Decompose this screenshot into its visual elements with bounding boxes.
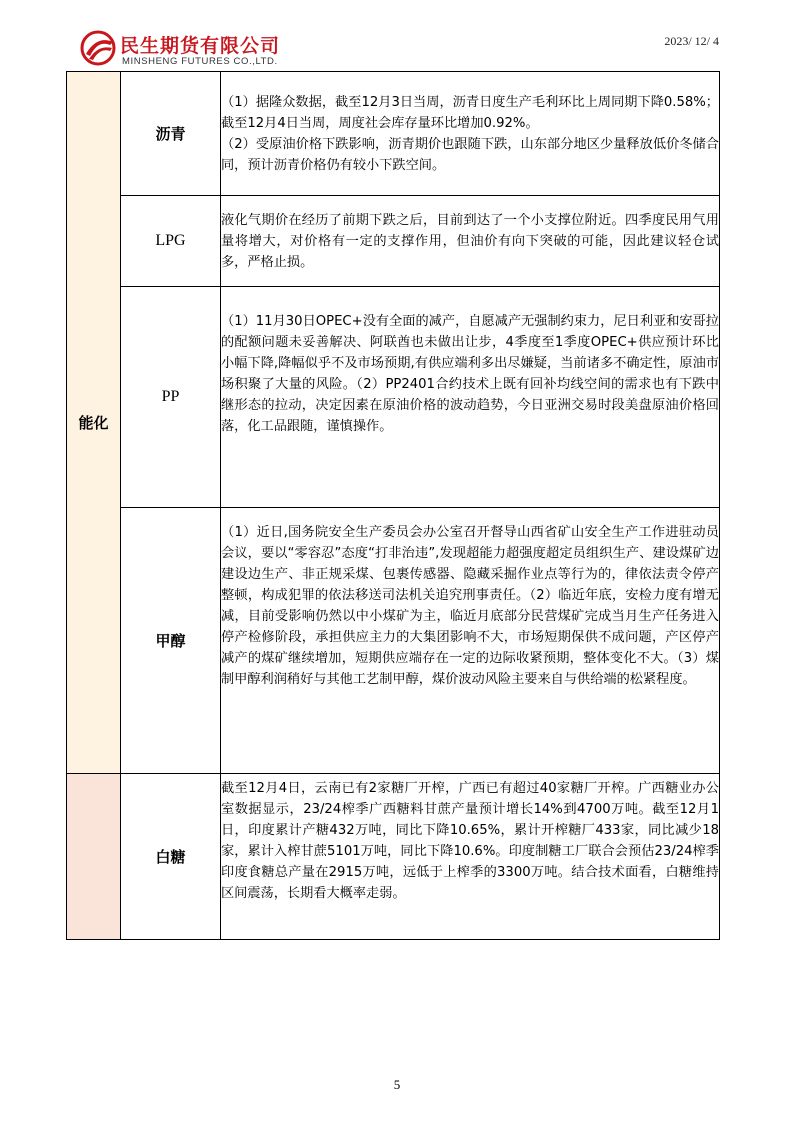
commodity-commentary: 截至12月4日，云南已有2家糖厂开榨，广西已有超过40家糖厂开榨。广西糖业办公室数据显示，23/24榨季广西糖料甘蔗产量预计增长14%到4700万吨。截至12月1日，印度累计产糖432万吨，同比下降10.65%，累计开榨糖厂433家，同比减少18家，累计入榨甘蔗5101万吨，同比下降10.6%。印度制糖工厂联合会预估23/24榨季印度食糖总产量在2915万吨，远低于上榨季的3300万吨。结合技术面看，白糖维持区间震荡，长期看大概率走弱。: [221, 774, 720, 940]
company-name-cn: 民生期货有限公司: [120, 35, 281, 57]
company-name-en: MINSHENG FUTURES CO.,LTD.: [122, 56, 278, 67]
category-cell: [67, 774, 121, 940]
report-date: 2023/ 12/ 4: [664, 34, 719, 48]
commodity-name: LPG: [121, 196, 221, 287]
table-row: [67, 196, 720, 287]
table-row: [67, 774, 720, 940]
commodity-commentary: （1）11月30日OPEC+没有全面的减产，自愿减产无强制约束力，尼日利亚和安哥拉的配额问题未妥善解决、阿联酋也未做出让步，4季度至1季度OPEC+供应预计环比小幅下降,降幅似乎不及市场预期,有供应端利多出尽嫌疑，当前诸多不确定性，原油市场积聚了大量的风险。（2）PP2401合约技术上既有回补均线空间的需求也有下跌中继形态的拉动，决定因素在原油价格的波动趋势，今日亚洲交易时段美盘原油价格回落，化工品跟随，谨慎操作。: [221, 287, 720, 508]
category-cell: 能化: [67, 72, 121, 774]
minsheng-logo-icon: [80, 30, 116, 66]
commodity-commentary: （1）近日,国务院安全生产委员会办公室召开督导山西省矿山安全生产工作进驻动员会议，要以“零容忍”态度“打非治违”,发现超能力超强度超定员组织生产、建设煤矿边建设边生产、非正规采煤、包裹传感器、隐藏采掘作业点等行为的，律依法责令停产整顿，构成犯罪的依法移送司法机关追究刑事责任。（2）临近年底，安检力度有增无减，目前受影响仍然以中小煤矿为主，临近月底部分民营煤矿完成当月生产任务进入停产检修阶段，承担供应主力的大集团影响不大，市场短期保供不成问题，产区停产减产的煤矿继续增加，短期供应端存在一定的边际收紧预期，整体变化不大。（3）煤制甲醇利润稍好与其他工艺制甲醇，煤价波动风险主要来自与供给端的松紧程度。: [221, 508, 720, 774]
table-row: [67, 508, 720, 774]
commodity-commentary: 液化气期价在经历了前期下跌之后，目前到达了一个小支撑位附近。四季度民用气用量将增大，对价格有一定的支撑作用，但油价有向下突破的可能，因此建议轻仓试多，严格止损。: [221, 196, 720, 287]
page-number: 5: [393, 1077, 401, 1092]
commodity-name: 白糖: [121, 774, 221, 940]
page-header: [0, 0, 794, 72]
table-row: [67, 72, 720, 196]
commodity-name: 甲醇: [121, 508, 221, 774]
commentary-table: [66, 71, 720, 940]
commodity-name: 沥青: [121, 72, 221, 196]
commodity-name: PP: [121, 287, 221, 508]
commodity-commentary: （1）据隆众数据，截至12月3日当周，沥青日度生产毛利环比上周同期下降0.58%；截至12月4日当周，周度社会库存量环比增加0.92%。 （2）受原油价格下跌影响，沥青期价也跟随下跌，山东部分地区少量释放低价冬储合同，预计沥青价格仍有较小下跌空间。: [221, 72, 720, 196]
table-row: [67, 287, 720, 508]
